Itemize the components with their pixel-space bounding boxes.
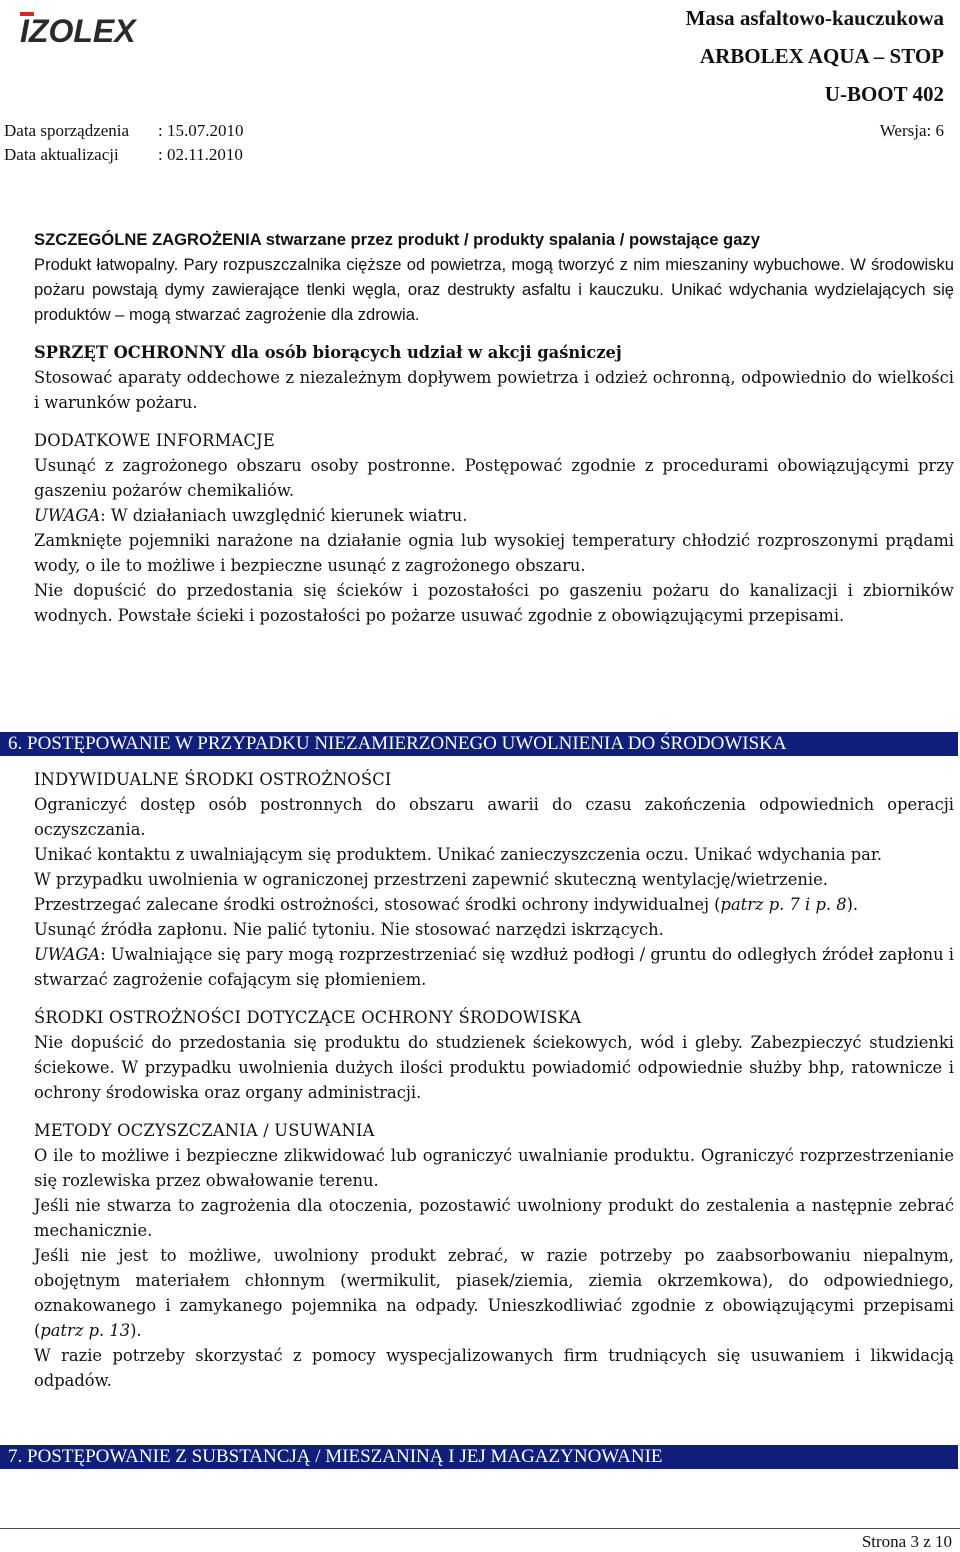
- extra-info-p1: Usunąć z zagrożonego obszaru osoby postronne. Postępować zgodnie z procedurami obowiązującymi przy gaszeniu pożarów chemikaliów.: [34, 456, 954, 500]
- extra-info-note: [34, 503, 954, 528]
- personal-p4-end: ).: [846, 895, 859, 914]
- special-hazards-text: Produkt łatwopalny. Pary rozpuszczalnika cięższe od powietrza, mogą tworzyć z nim mieszaniny wybuchowe. W środowisku pożaru powstają dymy zawierające tlenki węgla, oraz destrukty asfaltu i kauczuku. Unikać wdychania wydzielających się produktów – mogą stwarzać zagrożenie dla zdrowia.: [34, 255, 954, 324]
- section6-title: 6. POSTĘPOWANIE W PRZYPADKU NIEZAMIERZONEGO UWOLNIENIA DO ŚRODOWISKA: [8, 733, 787, 754]
- date-created-label: Data sporządzenia: [4, 121, 130, 140]
- date-created-value: : 15.07.2010: [158, 121, 244, 140]
- note-text: : W działaniach uwzględnić kierunek wiatru.: [100, 506, 468, 525]
- logo-text: IZOLEX: [20, 13, 136, 46]
- section7-title: 7. POSTĘPOWANIE Z SUBSTANCJĄ / MIESZANINĄ I JEJ MAGAZYNOWANIE: [8, 1446, 663, 1467]
- section7-bar: [0, 1445, 958, 1469]
- product-code: U-BOOT 402: [824, 82, 944, 106]
- extra-info-heading: DODATKOWE INFORMACJE: [34, 431, 275, 450]
- personal-p3: W przypadku uwolnienia w ograniczonej przestrzeni zapewnić skuteczną wentylację/wietrzenie.: [34, 870, 828, 889]
- cleanup-p1: O ile to możliwe i bezpieczne zlikwidować lub ograniczyć uwalnianie produktu. Ograniczyć rozprzestrzenianie się rozlewiska przez obwałowanie terenu.: [34, 1146, 954, 1190]
- extra-info-p2: Zamknięte pojemniki narażone na działanie ognia lub wysokiej temperatury chłodzić rozproszonymi prądami wody, o ile to możliwe i bezpieczne usunąć z zagrożonego obszaru.: [34, 531, 954, 575]
- personal-p2: Unikać kontaktu z uwalniającym się produktem. Unikać zanieczyszczenia oczu. Unikać wdychania par.: [34, 845, 883, 864]
- section5-content: [34, 227, 954, 628]
- date-updated-value: : 02.11.2010: [158, 145, 243, 164]
- extra-info-p3: Nie dopuścić do przedostania się ścieków i pozostałości po gaszeniu pożaru do kanalizacji i zbiorników wodnych. Powstałe ścieki i pozostałości po pożarze usuwać zgodnie z obowiązującymi przepisami.: [34, 581, 954, 625]
- product-title-line1: Masa asfaltowo-kauczukowa: [685, 6, 944, 30]
- note-label: UWAGA: [34, 945, 101, 964]
- cleanup-p3-text: Jeśli nie jest to możliwe, uwolniony produkt zebrać, w razie potrzeby po zaabsorbowaniu niepalnym, obojętnym materiałem chłonnym (wermikulit, piasek/ziemia, ziemia okrzemkowa), do odpowiedniego, oznakowanego i zamykanego pojemnika na odpady. Unieszkodliwiać zgodnie z obowiązującymi przepisami (: [34, 1246, 954, 1340]
- version-label: Wersja: 6: [879, 121, 944, 140]
- personal-p1: Ograniczyć dostęp osób postronnych do obszaru awarii do czasu zakończenia odpowiednich operacji oczyszczania.: [34, 795, 954, 839]
- personal-note: [34, 942, 954, 992]
- personal-p4-ref: patrz p. 7 i p. 8: [720, 895, 847, 914]
- personal-p4: [34, 892, 954, 917]
- personal-p5: Usunąć źródła zapłonu. Nie palić tytoniu. Nie stosować narzędzi iskrzących.: [34, 920, 664, 939]
- special-hazards-heading: SZCZEGÓLNE ZAGROŻENIA stwarzane przez produkt / produkty spalania / powstające gazy: [34, 230, 760, 249]
- cleanup-p4: W razie potrzeby skorzystać z pomocy wyspecjalizowanych firm trudniących się usuwaniem i likwidacją odpadów.: [34, 1346, 954, 1390]
- cleanup-p2: Jeśli nie stwarza to zagrożenia dla otoczenia, pozostawić uwolniony produkt do zestalenia a następnie zebrać mechanicznie.: [34, 1196, 954, 1240]
- cleanup-p3: [34, 1243, 954, 1343]
- section6-content: [34, 767, 954, 1393]
- env-precautions-text: Nie dopuścić do przedostania się produktu do studzienek ściekowych, wód i gleby. Zabezpieczyć studzienki ściekowe. W przypadku uwolnienia dużych ilości produktu powiadomić odpowiednie służby bhp, ratownicze i ochrony środowiska oraz organy administracji.: [34, 1033, 954, 1102]
- ppe-text: Stosować aparaty oddechowe z niezależnym dopływem powietrza i odzież ochronną, odpowiednio do wielkości i warunków pożaru.: [34, 368, 954, 412]
- izolex-logo: [20, 8, 175, 46]
- section6-bar: [0, 732, 958, 756]
- product-title-line2: ARBOLEX AQUA – STOP: [699, 44, 944, 68]
- footer-rule: [0, 1528, 960, 1529]
- personal-precautions-heading: INDYWIDUALNE ŚRODKI OSTROŻNOŚCI: [34, 770, 392, 789]
- note-label: UWAGA: [34, 506, 101, 525]
- cleanup-heading: METODY OCZYSZCZANIA / USUWANIA: [34, 1121, 375, 1140]
- personal-p4-text: Przestrzegać zalecane środki ostrożności, stosować środki ochrony indywidualnej (: [34, 895, 721, 914]
- cleanup-p3-end: ).: [130, 1321, 142, 1340]
- cleanup-p3-ref: patrz p. 13: [40, 1321, 131, 1340]
- env-precautions-heading: ŚRODKI OSTROŻNOŚCI DOTYCZĄCE OCHRONY ŚRODOWISKA: [34, 1008, 582, 1027]
- ppe-heading: SPRZĘT OCHRONNY dla osób biorących udział w akcji gaśniczej: [34, 343, 622, 362]
- note-text: : Uwalniające się pary mogą rozprzestrzeniać się wzdłuż podłogi / gruntu do odległych źródeł zapłonu i stwarzać zagrożenie cofającym się płomieniem.: [34, 945, 954, 989]
- date-updated-label: Data aktualizacji: [4, 145, 119, 164]
- page-number: Strona 3 z 10: [861, 1532, 952, 1551]
